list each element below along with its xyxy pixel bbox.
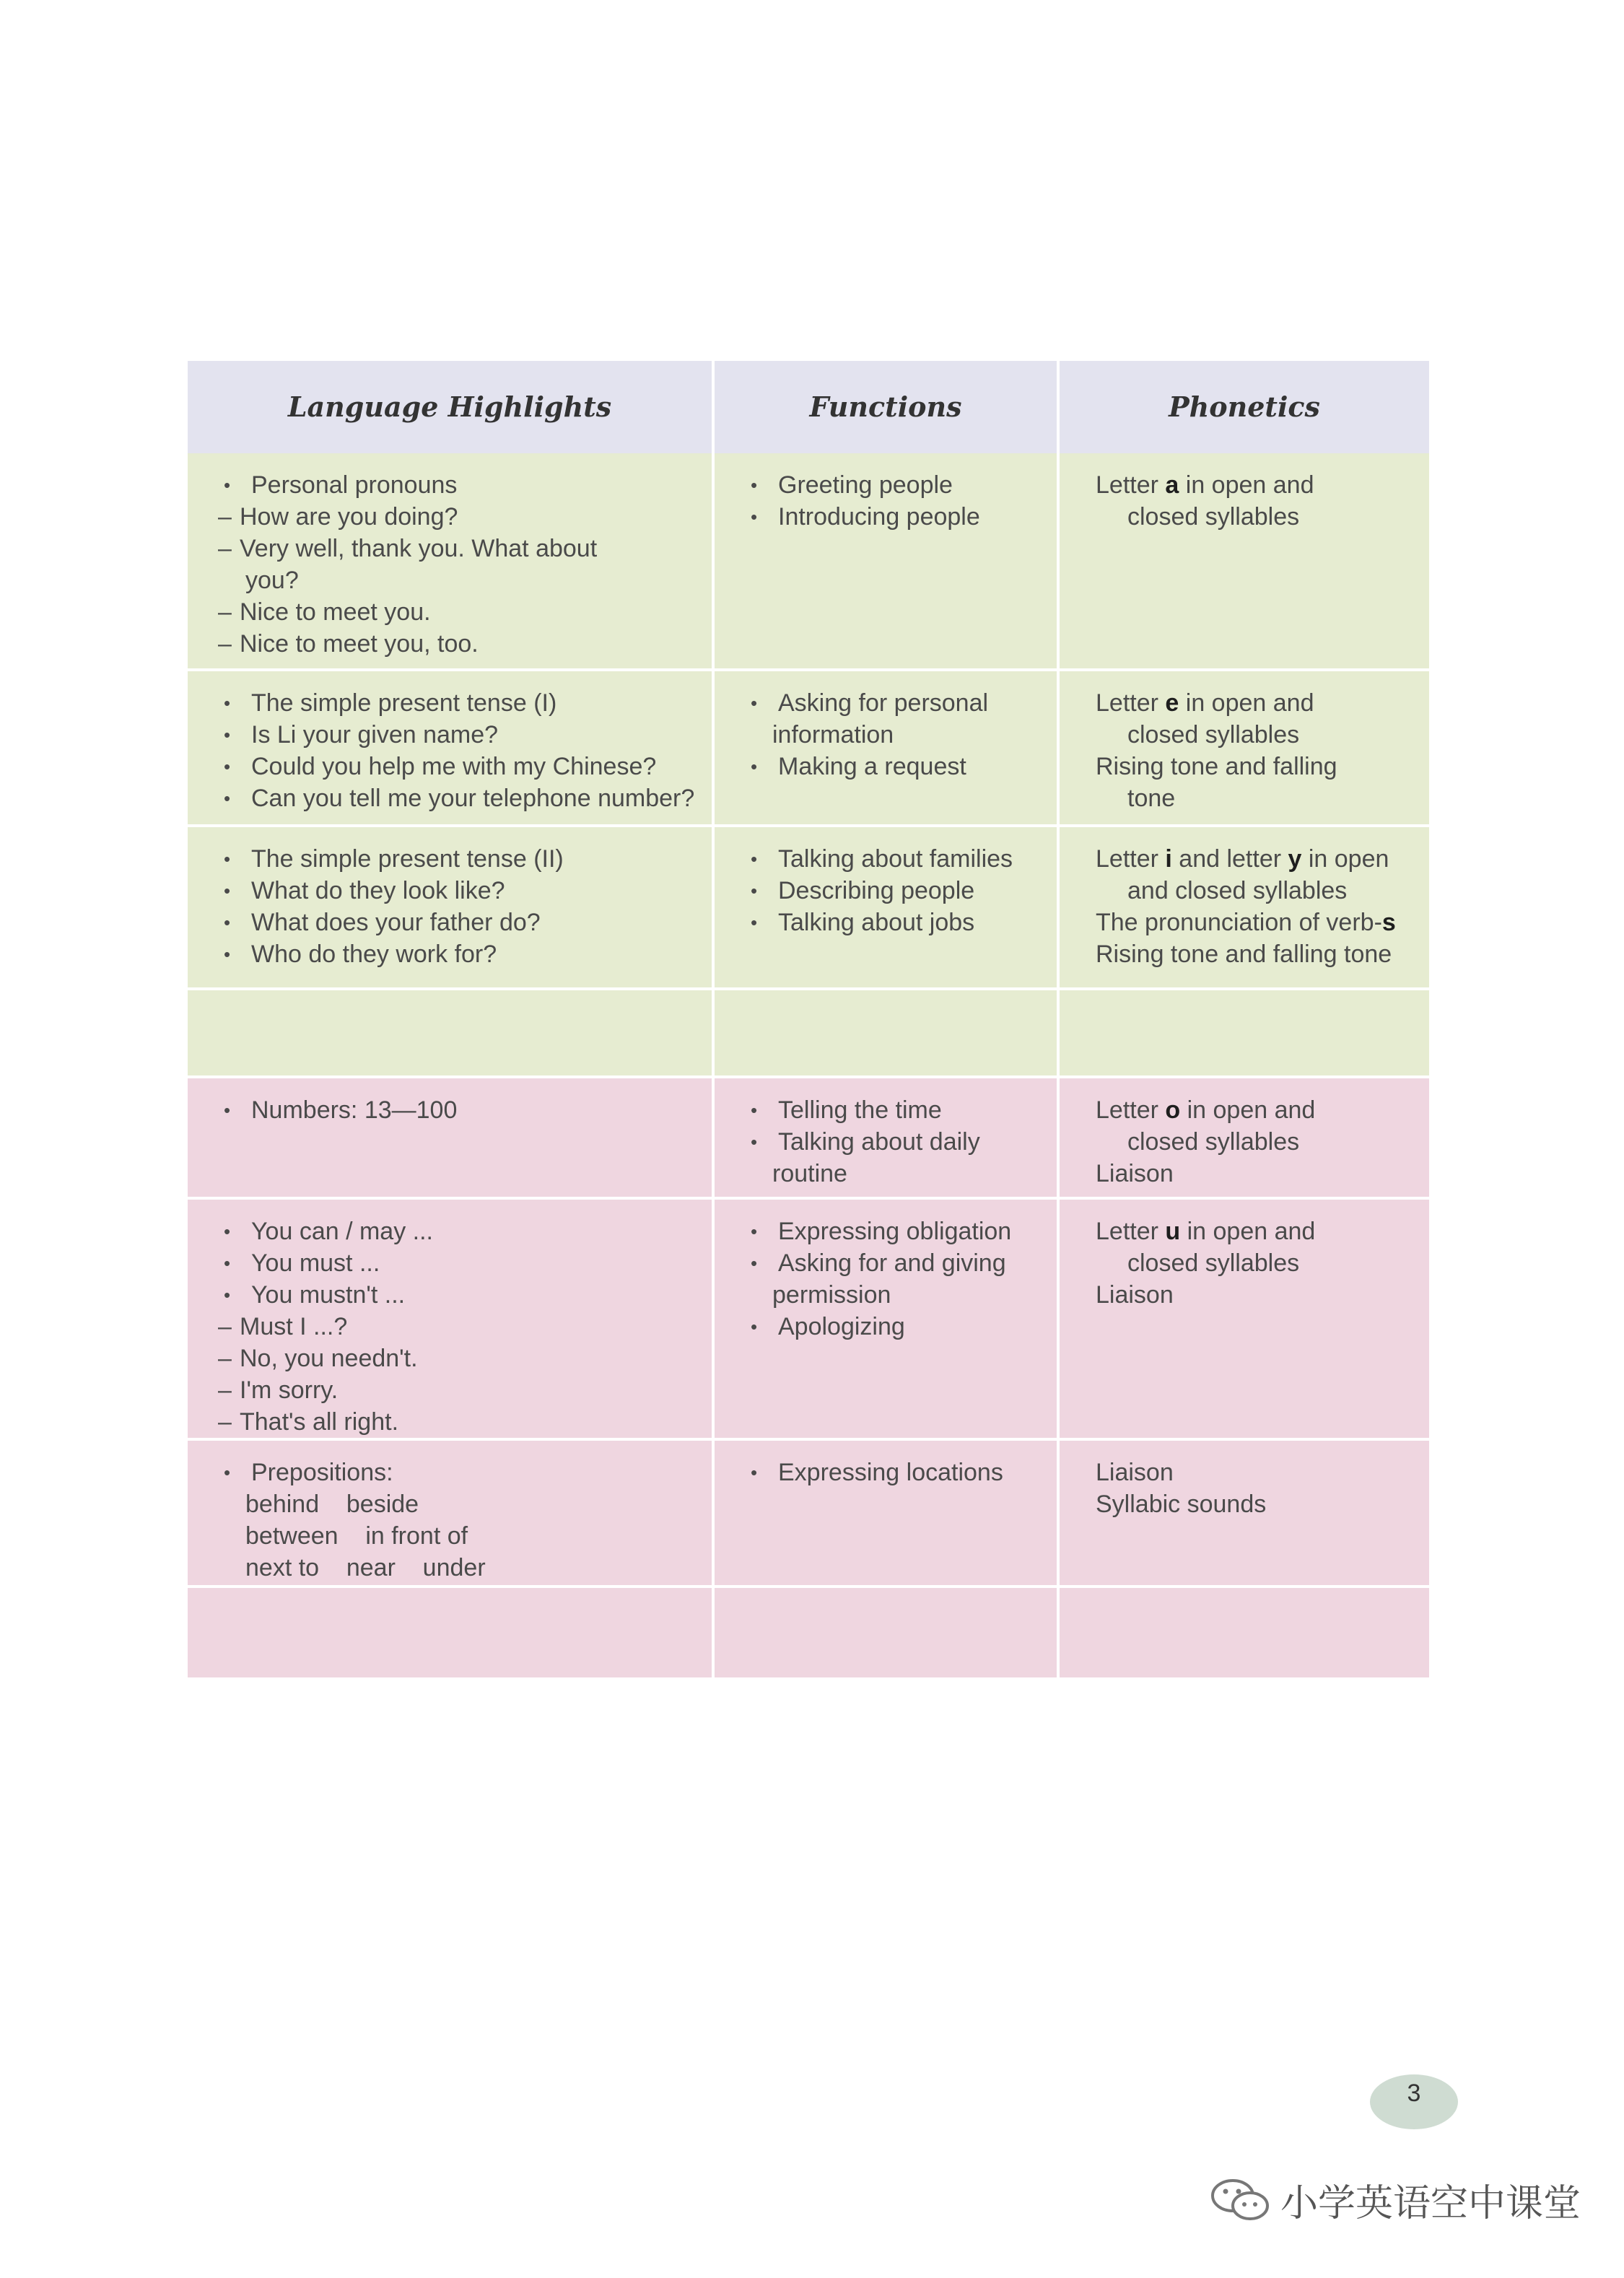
phonetics-text: in open and	[1179, 471, 1314, 499]
item-text: How are you doing?	[240, 503, 458, 531]
item-text: Talking about families	[778, 845, 1013, 873]
item-text: Can you tell me your telephone number?	[251, 785, 695, 812]
bullet-item	[751, 687, 1042, 719]
header-functions: Functions	[712, 361, 1057, 453]
wechat-icon	[1210, 2177, 1272, 2223]
highlights-cell	[188, 827, 712, 987]
dash-icon: –	[218, 503, 232, 531]
functions-cell	[712, 1588, 1057, 1677]
dash-item	[218, 501, 697, 533]
phonetics-cell	[1057, 453, 1429, 668]
bullet-dot-icon: •	[224, 912, 231, 933]
item-text: Expressing obligation	[778, 1218, 1012, 1245]
phonetics-text: in open and	[1180, 1096, 1316, 1124]
bullet-dot-icon: •	[751, 1221, 758, 1242]
bullet-dot-icon: •	[751, 692, 758, 714]
phonetics-line	[1096, 907, 1415, 938]
phonetics-text: and letter	[1171, 845, 1288, 873]
highlights-cell	[188, 990, 712, 1075]
header-phonetics: Phonetics	[1057, 361, 1429, 453]
item-text: Talking about daily	[778, 1128, 980, 1156]
table-row	[188, 824, 1429, 987]
bullet-item	[224, 1094, 697, 1126]
bullet-dot-icon: •	[751, 880, 758, 902]
phonetics-text: Rising tone and falling	[1096, 753, 1337, 780]
functions-cell	[712, 1078, 1057, 1197]
phonetics-cell	[1057, 671, 1429, 824]
table-body	[188, 453, 1429, 1677]
bullet-dot-icon: •	[751, 912, 758, 933]
phonetics-text: Syllabic sounds	[1096, 1491, 1267, 1518]
phonetics-letter: s	[1381, 909, 1396, 936]
phonetics-text: Liaison	[1096, 1160, 1174, 1187]
table-row	[188, 1585, 1429, 1677]
phonetics-line	[1096, 751, 1415, 782]
phonetics-text: closed syllables	[1127, 503, 1300, 531]
dash-icon: –	[218, 1408, 232, 1436]
continuation-line: behind beside	[245, 1491, 419, 1518]
bullet-item	[224, 843, 697, 875]
bullet-item	[751, 875, 1042, 907]
phonetics-line	[1096, 1158, 1415, 1190]
dash-icon: –	[218, 535, 232, 562]
phonetics-text: closed syllables	[1127, 721, 1300, 749]
item-text: Nice to meet you, too.	[240, 630, 479, 658]
bullet-dot-icon: •	[224, 943, 231, 965]
bullet-item	[224, 875, 697, 907]
phonetics-cell	[1057, 1078, 1429, 1197]
bullet-item	[224, 907, 697, 938]
item-text: Prepositions:	[251, 1459, 393, 1486]
item-text: The simple present tense (I)	[251, 689, 557, 717]
bullet-dot-icon: •	[224, 1099, 231, 1121]
highlights-cell	[188, 671, 712, 824]
bullet-item	[751, 1094, 1042, 1126]
functions-cell	[712, 453, 1057, 668]
bullet-dot-icon: •	[224, 1462, 231, 1483]
bullet-dot-icon: •	[224, 880, 231, 902]
dash-item	[218, 1343, 697, 1374]
phonetics-text: in open and	[1179, 689, 1314, 717]
phonetics-line	[1096, 782, 1415, 814]
item-text: Asking for and giving	[778, 1249, 1006, 1277]
watermark	[1210, 2173, 1581, 2227]
phonetics-line	[1096, 719, 1415, 751]
continuation-line: you?	[245, 567, 299, 594]
bullet-item	[224, 1457, 697, 1488]
phonetics-cell	[1057, 990, 1429, 1075]
phonetics-line	[1096, 469, 1415, 501]
bullet-item	[751, 1126, 1042, 1158]
bullet-item	[751, 843, 1042, 875]
phonetics-text: in open	[1301, 845, 1389, 873]
item-text: You can / may ...	[251, 1218, 433, 1245]
bullet-item	[224, 782, 697, 814]
dash-item	[218, 533, 697, 564]
phonetics-text: closed syllables	[1127, 1249, 1300, 1277]
item-text: Numbers: 13—100	[251, 1096, 458, 1124]
bullet-item	[224, 687, 697, 719]
bullet-item	[224, 751, 697, 782]
item-text: The simple present tense (II)	[251, 845, 564, 873]
continuation-line: permission	[772, 1281, 891, 1309]
dash-icon: –	[218, 1313, 232, 1340]
item-text: No, you needn't.	[240, 1345, 418, 1372]
dash-icon: –	[218, 1345, 232, 1372]
table-row	[188, 987, 1429, 1075]
bullet-dot-icon: •	[751, 1316, 758, 1337]
dash-item	[218, 1311, 697, 1343]
watermark-text: 小学英语空中课堂	[1280, 2183, 1581, 2225]
highlights-cell	[188, 1588, 712, 1677]
bullet-dot-icon: •	[751, 1131, 758, 1153]
item-text: Describing people	[778, 877, 975, 904]
phonetics-text: Letter	[1096, 1218, 1166, 1245]
bullet-item	[224, 938, 697, 970]
highlights-cell	[188, 453, 712, 668]
bullet-item	[751, 1311, 1042, 1343]
bullet-item	[224, 1247, 697, 1279]
bullet-dot-icon: •	[224, 692, 231, 714]
dash-item	[218, 1374, 697, 1406]
table-row	[188, 1438, 1429, 1585]
bullet-dot-icon: •	[224, 787, 231, 809]
dash-icon: –	[218, 1376, 232, 1404]
phonetics-letter: a	[1165, 471, 1179, 499]
phonetics-text: Letter	[1096, 471, 1166, 499]
bullet-dot-icon: •	[224, 1284, 231, 1306]
item-text: Asking for personal	[778, 689, 989, 717]
bullet-dot-icon: •	[751, 756, 758, 777]
bullet-dot-icon: •	[224, 724, 231, 746]
phonetics-line	[1096, 1488, 1415, 1520]
phonetics-cell	[1057, 1588, 1429, 1677]
dash-icon: –	[218, 598, 232, 626]
phonetics-letter: y	[1288, 845, 1302, 873]
bullet-dot-icon: •	[224, 1252, 231, 1274]
highlights-cell	[188, 1200, 712, 1438]
phonetics-text: Letter	[1096, 845, 1166, 873]
phonetics-line	[1096, 1216, 1415, 1247]
phonetics-line	[1096, 1126, 1415, 1158]
functions-cell	[712, 671, 1057, 824]
item-text: Personal pronouns	[251, 471, 458, 499]
header-language-highlights: Language Highlights	[188, 361, 712, 453]
syllabus-table	[188, 361, 1429, 1677]
item-text: Expressing locations	[778, 1459, 1003, 1486]
continuation-line: information	[772, 721, 894, 749]
item-text: Very well, thank you. What about	[240, 535, 598, 562]
item-text: Must I ...?	[240, 1313, 348, 1340]
dash-item	[218, 596, 697, 628]
item-text: Making a request	[778, 753, 966, 780]
phonetics-text: tone	[1127, 785, 1176, 812]
table-row	[188, 668, 1429, 824]
item-text: Talking about jobs	[778, 909, 975, 936]
item-text: That's all right.	[240, 1408, 399, 1436]
bullet-dot-icon: •	[751, 1462, 758, 1483]
table-row	[188, 1197, 1429, 1438]
phonetics-line	[1096, 501, 1415, 533]
phonetics-line	[1096, 843, 1415, 875]
highlights-cell	[188, 1078, 712, 1197]
phonetics-cell	[1057, 827, 1429, 987]
phonetics-text: Letter	[1096, 689, 1166, 717]
bullet-item	[751, 501, 1042, 533]
phonetics-text: Liaison	[1096, 1281, 1174, 1309]
bullet-dot-icon: •	[751, 1252, 758, 1274]
phonetics-line	[1096, 1279, 1415, 1311]
item-text: Nice to meet you.	[240, 598, 431, 626]
bullet-item	[751, 469, 1042, 501]
functions-cell	[712, 1441, 1057, 1585]
item-text: Who do they work for?	[251, 941, 497, 968]
dash-icon: –	[218, 630, 232, 658]
bullet-item	[751, 1457, 1042, 1488]
continuation-line: routine	[772, 1160, 847, 1187]
bullet-item	[224, 1279, 697, 1311]
phonetics-cell	[1057, 1200, 1429, 1438]
functions-cell	[712, 990, 1057, 1075]
item-text: Is Li your given name?	[251, 721, 499, 749]
item-text: I'm sorry.	[240, 1376, 339, 1404]
page-number: 3	[1370, 2074, 1458, 2129]
item-text: Apologizing	[778, 1313, 905, 1340]
phonetics-letter: e	[1165, 689, 1179, 717]
phonetics-line	[1096, 687, 1415, 719]
bullet-item	[224, 719, 697, 751]
bullet-item	[751, 907, 1042, 938]
bullet-item	[224, 469, 697, 501]
phonetics-text: in open and	[1180, 1218, 1316, 1245]
phonetics-line	[1096, 938, 1415, 970]
table-row	[188, 1075, 1429, 1197]
item-text: What do they look like?	[251, 877, 505, 904]
functions-cell	[712, 1200, 1057, 1438]
phonetics-letter: o	[1165, 1096, 1181, 1124]
functions-cell	[712, 827, 1057, 987]
phonetics-line	[1096, 1247, 1415, 1279]
bullet-dot-icon: •	[751, 848, 758, 870]
phonetics-cell	[1057, 1441, 1429, 1585]
item-text: You must ...	[251, 1249, 380, 1277]
bullet-item	[751, 751, 1042, 782]
item-text: Could you help me with my Chinese?	[251, 753, 657, 780]
item-text: Greeting people	[778, 471, 953, 499]
phonetics-text: Rising tone and falling tone	[1096, 941, 1392, 968]
phonetics-text: Liaison	[1096, 1459, 1174, 1486]
dash-item	[218, 628, 697, 660]
continuation-line: between in front of	[245, 1522, 468, 1550]
item-text: You mustn't ...	[251, 1281, 406, 1309]
bullet-dot-icon: •	[751, 506, 758, 528]
bullet-dot-icon: •	[224, 756, 231, 777]
bullet-item	[751, 1247, 1042, 1279]
phonetics-text: The pronunciation of verb-	[1096, 909, 1382, 936]
bullet-dot-icon: •	[224, 474, 231, 496]
phonetics-letter: i	[1165, 845, 1172, 873]
bullet-dot-icon: •	[751, 474, 758, 496]
phonetics-text: and closed syllables	[1127, 877, 1348, 904]
continuation-line: next to near under	[245, 1554, 486, 1581]
item-text: What does your father do?	[251, 909, 541, 936]
dash-item	[218, 1406, 697, 1438]
phonetics-text: Letter	[1096, 1096, 1166, 1124]
bullet-dot-icon: •	[224, 848, 231, 870]
item-text: Introducing people	[778, 503, 980, 531]
item-text: Telling the time	[778, 1096, 942, 1124]
phonetics-line	[1096, 875, 1415, 907]
bullet-item	[751, 1216, 1042, 1247]
bullet-dot-icon: •	[224, 1221, 231, 1242]
highlights-cell	[188, 1441, 712, 1585]
bullet-dot-icon: •	[751, 1099, 758, 1121]
table-row	[188, 453, 1429, 668]
header-row	[188, 361, 1429, 453]
phonetics-line	[1096, 1094, 1415, 1126]
phonetics-line	[1096, 1457, 1415, 1488]
phonetics-letter: u	[1165, 1218, 1181, 1245]
bullet-item	[224, 1216, 697, 1247]
phonetics-text: closed syllables	[1127, 1128, 1300, 1156]
